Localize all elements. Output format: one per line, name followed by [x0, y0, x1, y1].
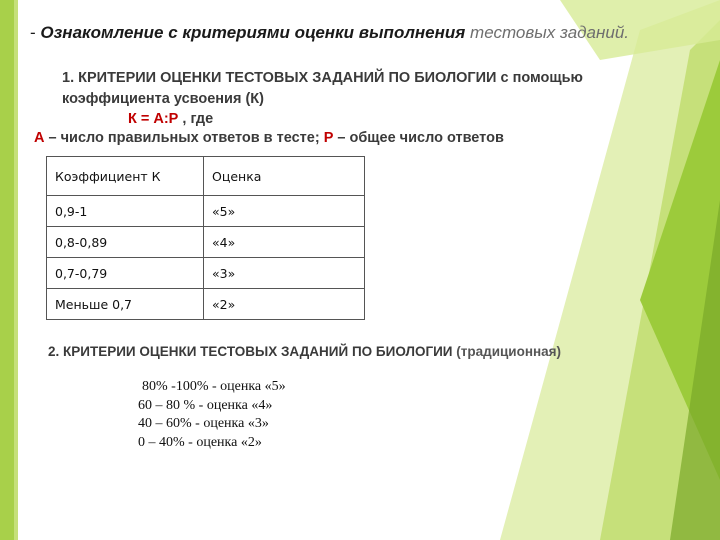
- table-cell-coefficient: 0,8-0,89: [47, 227, 204, 258]
- title-tail: тестовых заданий.: [470, 23, 629, 42]
- table-row: [47, 289, 365, 320]
- table-cell-coefficient: 0,9-1: [47, 196, 204, 227]
- legend-a-text: – число правильных ответов в тесте;: [44, 130, 324, 146]
- list-item: 80% -100% - оценка «5»: [142, 379, 286, 394]
- table-cell-coefficient: 0,7-0,79: [47, 258, 204, 289]
- formula-tail: , где: [178, 111, 214, 127]
- section2-heading-main: 2. КРИТЕРИИ ОЦЕНКИ ТЕСТОВЫХ ЗАДАНИЙ ПО БИОЛОГИИ: [48, 344, 453, 359]
- list-item: 40 – 60% - оценка «3»: [138, 416, 269, 431]
- table-cell-grade: «3»: [204, 258, 365, 289]
- legend-p-symbol: Р: [323, 130, 334, 146]
- table-cell-grade: «2»: [204, 289, 365, 320]
- table-cell-coefficient: Меньше 0,7: [47, 289, 204, 320]
- legend-a-symbol: А: [34, 130, 45, 146]
- title-dash: -: [30, 23, 36, 42]
- list-item: 60 – 80 % - оценка «4»: [138, 397, 273, 413]
- table-row: [47, 227, 365, 258]
- legend-p-text: – общее число ответов: [333, 130, 504, 146]
- left-green-stripe: [0, 0, 14, 540]
- table-row: [47, 258, 365, 289]
- table-header-cell: Оценка: [204, 157, 365, 196]
- section2-heading-tail: (традиционная): [452, 344, 562, 359]
- coefficient-formula: [128, 111, 213, 127]
- title-main: Ознакомление с критериями оценки выполнения: [40, 23, 466, 42]
- section2-heading: [48, 344, 561, 359]
- table-header-cell: Коэффициент К: [47, 157, 204, 196]
- section1-heading-line1: 1. КРИТЕРИИ ОЦЕНКИ ТЕСТОВЫХ ЗАДАНИЙ ПО БИОЛОГИИ с помощью: [62, 70, 583, 86]
- formula-text: К = А:Р: [128, 111, 179, 127]
- table-cell-grade: «4»: [204, 227, 365, 258]
- table-cell-grade: «5»: [204, 196, 365, 227]
- section1-heading-line2: коэффициента усвоения (К): [62, 91, 264, 107]
- table-header-row: [47, 157, 365, 196]
- grading-table: [46, 156, 365, 320]
- list-item: 0 – 40% - оценка «2»: [138, 434, 262, 450]
- formula-legend: [34, 130, 504, 146]
- traditional-criteria-list: [138, 378, 286, 452]
- table-row: [47, 196, 365, 227]
- slide-title: [30, 23, 629, 43]
